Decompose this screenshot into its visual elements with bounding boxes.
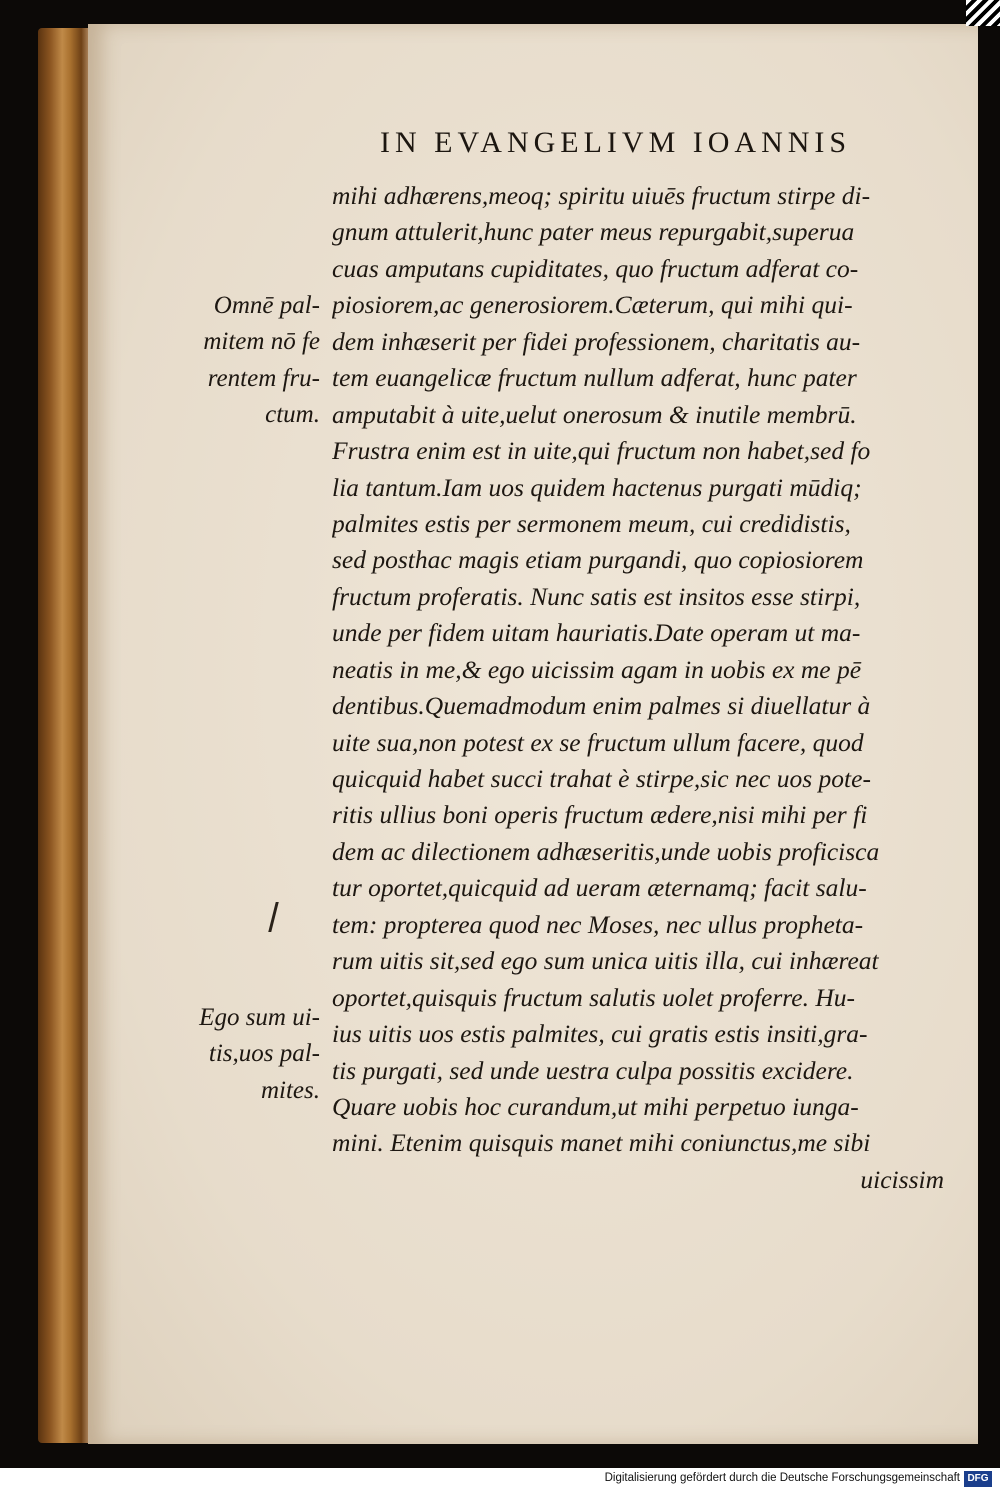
- text-line: dem inhæserit per fidei professionem, charitatis au-: [332, 326, 861, 356]
- text-line: tur oportet,quicquid ad ueram æternamq; facit salu-: [332, 873, 867, 903]
- page-edge-stack: [38, 28, 92, 1443]
- body-text: [332, 178, 962, 1198]
- text-line: cuas amputans cupiditates, quo fructum adferat co-: [332, 253, 859, 283]
- text-line: palmites estis per sermonem meum, cui credidistis,: [332, 508, 851, 538]
- text-line: amputabit à uite,uelut onerosum & inutile membrū.: [332, 399, 857, 429]
- text-line: dem ac dilectionem adhæseritis,unde uobis proficisca: [332, 836, 880, 866]
- text-line: tem euangelicæ fructum nullum adferat, hunc pater: [332, 363, 857, 393]
- running-header: IN EVANGELIVM IOANNIS: [380, 126, 852, 159]
- text-line: ritis ullius boni operis fructum ædere,nisi mihi per fi: [332, 800, 868, 830]
- margin-note-line: ctum.: [265, 401, 320, 429]
- margin-note-line: rentem fru-: [207, 364, 320, 392]
- margin-note-line: Ego sum ui-: [199, 1004, 320, 1031]
- text-line: gnum attulerit,hunc pater meus repurgabit,superua: [332, 217, 855, 247]
- catchword: uicissim: [860, 1164, 944, 1194]
- text-line: Frustra enim est in uite,qui fructum non habet,sed fo: [332, 436, 871, 466]
- text-line: quicquid habet succi trahat è stirpe,sic nec uos pote-: [332, 764, 871, 793]
- text-line: tem: propterea quod nec Moses, nec ullus propheta-: [332, 909, 864, 939]
- text-line: rum uitis sit,sed ego sum unica uitis illa, cui inhæreat: [332, 946, 879, 976]
- text-line: neatis in me,& ego uicissim agam in uobis ex me pē: [332, 654, 862, 684]
- footer-bar: [0, 1468, 1000, 1491]
- text-line: tis purgati, sed unde uestra culpa possitis excidere.: [332, 1055, 854, 1085]
- text-line: mini. Etenim quisquis manet mihi coniunctus,me sibi: [332, 1128, 871, 1158]
- margin-note-line: tis,uos pal-: [208, 1040, 320, 1068]
- text-line: unde per fidem uitam hauriatis.Date operam ut ma-: [332, 618, 861, 648]
- margin-note-omne-palmitem: [170, 288, 320, 434]
- text-line: mihi adhærens,meoq; spiritu uiuēs fructum stirpe di-: [332, 181, 871, 210]
- text-line: Quare uobis hoc curandum,ut mihi perpetuo iunga-: [332, 1091, 859, 1121]
- margin-note-line: mites.: [260, 1076, 320, 1104]
- text-line: oportet,quisquis fructum salutis uolet proferre. Hu-: [332, 982, 855, 1012]
- margin-note-line: Omnē pal-: [213, 292, 320, 319]
- text-line: lia tantum.Iam uos quidem hactenus purgati mūdiq;: [332, 472, 862, 502]
- scan-calibration-corner: [966, 0, 1000, 26]
- dfg-logo-icon: DFG: [964, 1471, 992, 1487]
- text-line: fructum proferatis. Nunc satis est insitos esse stirpi,: [332, 581, 861, 611]
- text-line: sed posthac magis etiam purgandi, quo copiosiorem: [332, 545, 864, 575]
- funding-credit: Digitalisierung gefördert durch die Deutsche Forschungsgemeinschaft: [604, 1472, 960, 1484]
- margin-note-line: mitem nō fe: [203, 328, 320, 356]
- text-line: piosiorem,ac generosiorem.Cæterum, qui mihi qui-: [332, 290, 853, 320]
- text-line: dentibus.Quemadmodum enim palmes si diuellatur à: [332, 691, 871, 721]
- text-line: uite sua,non potest ex se fructum ullum facere, quod: [332, 727, 864, 757]
- margin-note-ego-sum-uitis: [170, 1000, 320, 1109]
- text-line: ius uitis uos estis palmites, cui gratis estis insiti,gra-: [332, 1019, 868, 1049]
